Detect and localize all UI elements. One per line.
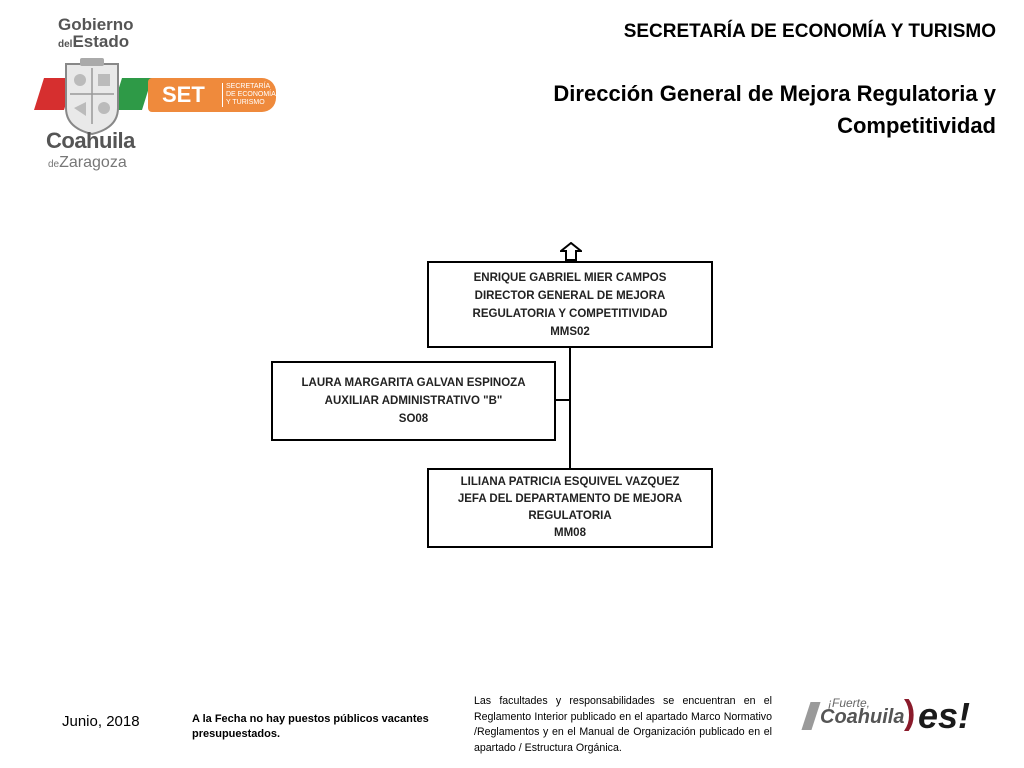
org-connector-horizontal [554,399,570,401]
home-up-arrow-icon[interactable] [560,242,582,262]
jefa-name: LILIANA PATRICIA ESQUIVEL VAZQUEZ [460,476,680,488]
gobierno-logo-text: Gobierno delEstado [58,15,134,51]
director-code: MMS02 [550,325,590,338]
fuerte-slogan-big: Coahuila [820,706,905,728]
fuerte-slash-mark [801,702,820,730]
auxiliar-name: LAURA MARGARITA GALVAN ESPINOZA [301,377,526,389]
fuerte-coahuila-logo [804,694,984,740]
director-position: DIRECTOR GENERAL DE MEJORA REGULATORIA Y COMPETITIVIDAD [472,289,668,320]
org-connector-vertical [569,346,571,470]
director-name: ENRIQUE GABRIEL MIER CAMPOS [473,271,667,284]
org-node-auxiliar[interactable] [271,361,556,441]
fuerte-slogan-small: ¡Fuerte, [828,696,871,710]
org-node-director[interactable] [427,261,713,348]
auxiliar-code: SO08 [398,413,429,425]
footer-facultades-note: Las facultades y responsabilidades se encuentran en el Reglamento Interior publicado en el apartado Marco Normativo /Reglamentos y en el Manual de Organización publicado en el apartado / Estructura Orgánica. [474,695,772,754]
footer-vacantes-note: A la Fecha no hay puestos públicos vacantes presupuestados. [192,713,429,740]
zaragoza-logo-text: deZaragoza [48,154,127,171]
jefa-code: MM08 [554,527,586,539]
auxiliar-position: AUXILIAR ADMINISTRATIVO "B" [324,395,503,407]
set-logo-word: SET [162,82,205,107]
jefa-position: JEFA DEL DEPARTAMENTO DE MEJORA REGULATORIA [457,493,683,522]
direccion-title: Dirección General de Mejora Regulatoria y Competitividad [553,81,996,138]
gobierno-coahuila-logo [30,14,280,174]
coat-of-arms-icon [60,58,124,136]
footer-date: Junio, 2018 [62,713,140,730]
secretaria-title: SECRETARÍA DE ECONOMÍA Y TURISMO [623,21,996,42]
set-logo-subtitle: SECRETARÍA DE ECONOMÍA Y TURISMO [222,83,276,107]
org-node-jefa[interactable] [427,468,713,548]
fuerte-paren-mark: ) [904,694,916,732]
set-logo [148,78,276,112]
coahuila-logo-text: Coahuila [46,128,135,153]
fuerte-slogan-es: es! [918,695,971,736]
